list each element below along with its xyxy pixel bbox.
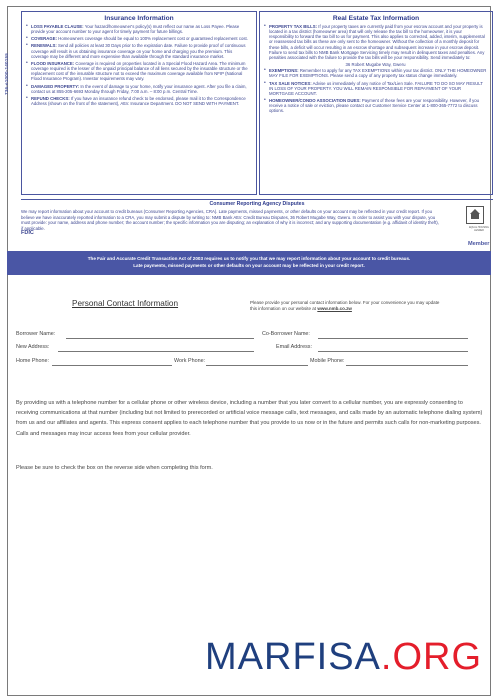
document-code: 736-e1000-140155: [4, 53, 9, 96]
home-phone-label: Home Phone:: [16, 358, 49, 364]
insurance-item: • FLOOD INSURANCE: Coverage is required on properties located in a Special Flood Hazard Area. The minimum coverage required is the lesser of the unpaid principal balance of all liens secured by the insurable structure or the replacement cost of the insurable structure not to exceed the maximum coverage available from NFIP (National Flood Insurance Program). Investor requirements may vary.: [26, 61, 251, 82]
credit-disputes-title: Consumer Reporting Agency Disputes: [209, 201, 305, 207]
new-address-field[interactable]: [58, 351, 254, 352]
equal-housing-icon: EQUAL HOUSING LENDER: [466, 206, 484, 224]
home-phone-field[interactable]: [52, 365, 172, 366]
fdic-label: FDIC: [21, 230, 34, 237]
work-phone-field[interactable]: [206, 365, 308, 366]
contact-title: Personal Contact Information: [72, 299, 179, 308]
borrower-name-label: Borrower Name:: [16, 331, 56, 337]
tax-bill-address: 36 Robert Mugabe Way, Gweru: [345, 62, 406, 68]
coborrower-name-field[interactable]: [318, 338, 468, 339]
tax-item: • TAX SALE NOTICES: Advise us immediately of any notice of Tax/Lien Sale. FAILURE TO DO SO MAY RESULT IN LOSS OF YOUR PROPERTY. YOU WILL REMAIN RESPONSIBLE FOR REPAYMENT OF YOUR MORTGAGE ACCOUNT.: [264, 81, 487, 96]
tax-item: • HOMEOWNER/CONDO ASSOCIATION DUES: Payment of these fees are your responsibility. However, if you receive a notice of sale or eviction, please contact our Customer Service Center at 1-800-365-7772 to discuss options.: [264, 98, 487, 113]
tax-information-section: [259, 11, 493, 195]
insurance-item: • REFUND CHECKS: If you have an insurance refund check to be endorsed, please mail it to the Correspondence Address (shown on the front of the statement), Attn: Insurance Department. DO NOT SEND WITH PAYMENT.: [26, 96, 251, 106]
insurance-item: • RENEWALS: Send all policies at least 30 Days prior to the expiration date. Failure to provide proof of continuous coverage will result in us obtaining insurance coverage on your home and charging you the premium. This coverage may be different and more expensive than available through the standard insurance market.: [26, 43, 251, 58]
member-label: Member: [468, 241, 490, 247]
credit-disputes-text: We may report information about your account to credit bureaus (Consumer Reporting Agencies, CRA). Late payments, missed payments, or other defaults on your account may be reflected in your credit report. If you believe we have inaccurately reported information to a CRA, you may submit a dispute by writing to: NMB Bank Attn: Credit Bureau Disputes, 36 Robert Mugabe Way, Gweru. In order to assist you with your dispute, you must provide: your name, address and phone number; the account number; the specific information you are disputing; an explanation of why it is incorrect; and any supporting documentation (e.g. affidavit of identity theft), if applicable.: [21, 209, 439, 231]
marfisa-watermark-logo: MARFISA.ORG: [205, 636, 483, 678]
work-phone-label: Work Phone:: [174, 358, 206, 364]
coborrower-name-label: Co-Borrower Name:: [262, 331, 310, 337]
mobile-phone-field[interactable]: [346, 365, 468, 366]
website-link[interactable]: www.nmb.co.zw: [317, 306, 352, 311]
insurance-item: • COVERAGE: Homeowners coverage should be equal to 100% replacement cost or guaranteed replacement cost.: [26, 36, 251, 41]
insurance-title: Insurance Information: [104, 15, 174, 22]
credit-disputes-section: [21, 199, 493, 258]
tax-item: • PROPERTY TAX BILLS: If your property taxes are currently paid from your escrow account and your property is located in a tax district (homeowner area) that will only release the tax bill to the homeowner, it is your responsibility to forward the tax bill to us for payment. This also applies to corrected, added, interim, supplemental or reassessed tax bills as these are only sent to the homeowner. Without the collection of a monthly deposit for these bills, a deficit will occur resulting in an escrow shortage and subsequent increase in your escrow deposit. Failure to send tax bills to NMB Bank Mortgage Servicing timely may result in delinquent taxes and penalties. Any penalties associated with the failure to provide the tax bills will be your responsibility. Send immediately to:: [264, 24, 487, 60]
mobile-phone-label: Mobile Phone:: [310, 358, 345, 364]
tax-title: Real Estate Tax Information: [332, 15, 420, 22]
phone-consent-paragraph: By providing us with a telephone number for a cellular phone or other wireless device, including a number that you later convert to a cellular number, you are expressly consenting to receiving communications at that number (including but not limited to prerecorded or artificial voice message calls, text messages, and calls made by an automatic telephone dialing system) from us and our affiliates and agents. This express consent applies to each telephone number that you provide to us now or in the future and permits such calls for non-marketing purposes. Calls and messages may incur access fees from your cellular provider.: [16, 400, 483, 437]
reverse-side-note: Please be sure to check the box on the reverse side when completing this form.: [16, 465, 213, 471]
insurance-item: • DAMAGED PROPERTY: In the event of damage to your home, notify your insurance agent. After you file a claim, contact us at 855-205-6693 Monday through Friday, 7:00 a.m. – 8:00 p.m. Central Time.: [26, 84, 251, 94]
new-address-label: New Address:: [16, 344, 50, 350]
tax-item: • EXEMPTIONS: Remember to apply for any TAX EXEMPTIONS within your tax district. ONLY THE HOMEOWNER MAY FILE FOR EXEMPTIONS. Please send a copy of any property tax status change immediately.: [264, 68, 487, 78]
email-field[interactable]: [318, 351, 468, 352]
email-label: Email Address:: [276, 344, 312, 350]
facta-banner: The Fair and Accurate Credit Transaction Act of 2003 requires us to notify you that we may report information about your account to credit bureaus. Late payments, missed payments or other defaults on your account may be reflected in your credit report.: [7, 251, 491, 275]
insurance-item: • LOSS PAYABLE CLAUSE: Your hazard/homeowner's policy(s) must reflect our name as Loss Payee. Please provide your account number to your agent for timely payment for future billings.: [26, 24, 251, 34]
insurance-information-section: [21, 11, 257, 195]
borrower-name-field[interactable]: [66, 338, 254, 339]
contact-note: Please provide your personal contact information below. For your convenience you may update this information on our website at www.nmb.co.zw: [250, 300, 440, 311]
